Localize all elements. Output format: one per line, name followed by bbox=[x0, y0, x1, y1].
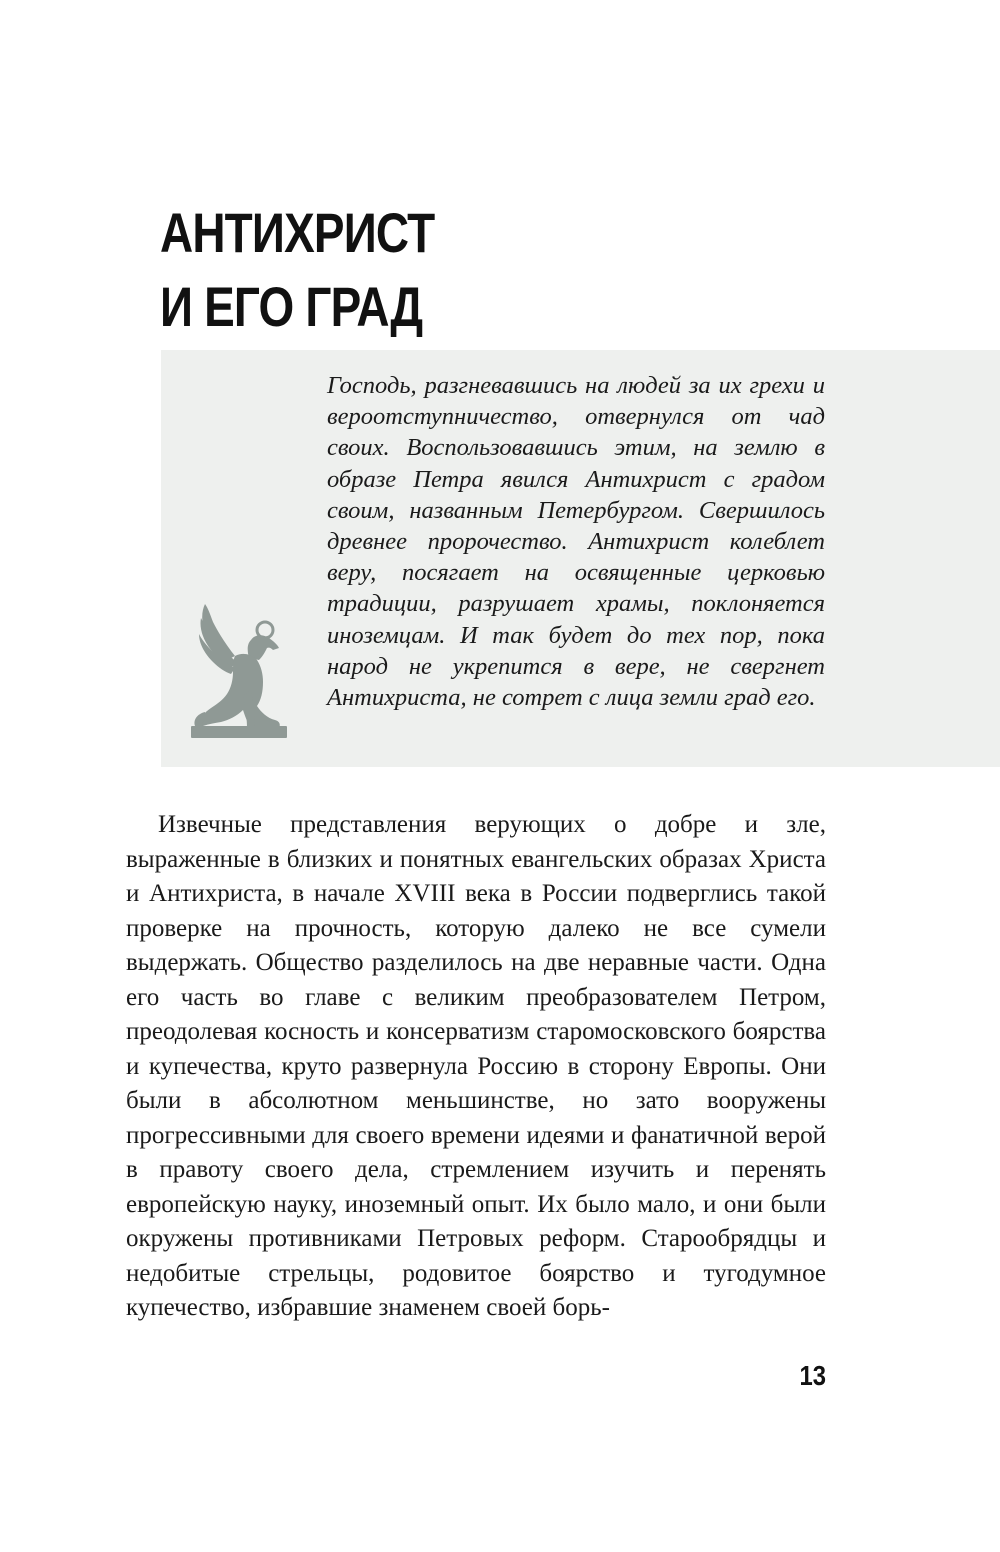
chapter-title-line-2: И ЕГО ГРАД bbox=[160, 275, 423, 338]
epigraph-text: Господь, разгневавшись на людей за их грехи и вероотступничество, отвернулся от чад своих. Воспользовавшись этим, на землю в образе Петра явился Антихрист с градом своим, названным Петербургом. Свершилось древнее пророчество. Антихрист колеблет веру, посягает на освященные церковью традиции, разрушает храмы, поклоняется иноземцам. И так будет до тех пор, пока народ не укрепится в вере, не свергнет Антихриста, не сотрет с лица земли град его. bbox=[327, 372, 825, 712]
epigraph-box bbox=[161, 350, 1000, 767]
griffin-icon bbox=[191, 602, 287, 738]
body-paragraph: Извечные представления верующих о добре и зле, выраженные в близких и понятных евангельских образах Христа и Антихриста, в начале XVIII века в России подверглись такой проверке на прочность, которую далеко не все сумели выдержать. Общество разделилось на две неравные части. Одна его часть во главе с великим преобразователем Петром, преодолевая косность и консерватизм старомосковского боярства и купечества, круто развернула Россию в сторону Европы. Они были в абсолютном меньшинстве, но зато вооружены прогрессивными для своего времени идеями и фанатичной верой в правоту своего дела, стремлением изучить и перенять европейскую науку, иноземный опыт. Их было мало, и они были окружены противниками Петровых реформ. Старообрядцы и недобитые стрельцы, родовитое боярство и тугодумное купечество, избравшие знаменем своей борь- bbox=[126, 811, 826, 1321]
chapter-title-line-1: АНТИХРИСТ bbox=[160, 201, 435, 264]
chapter-title bbox=[160, 196, 434, 344]
page-number: 13 bbox=[799, 1360, 826, 1391]
